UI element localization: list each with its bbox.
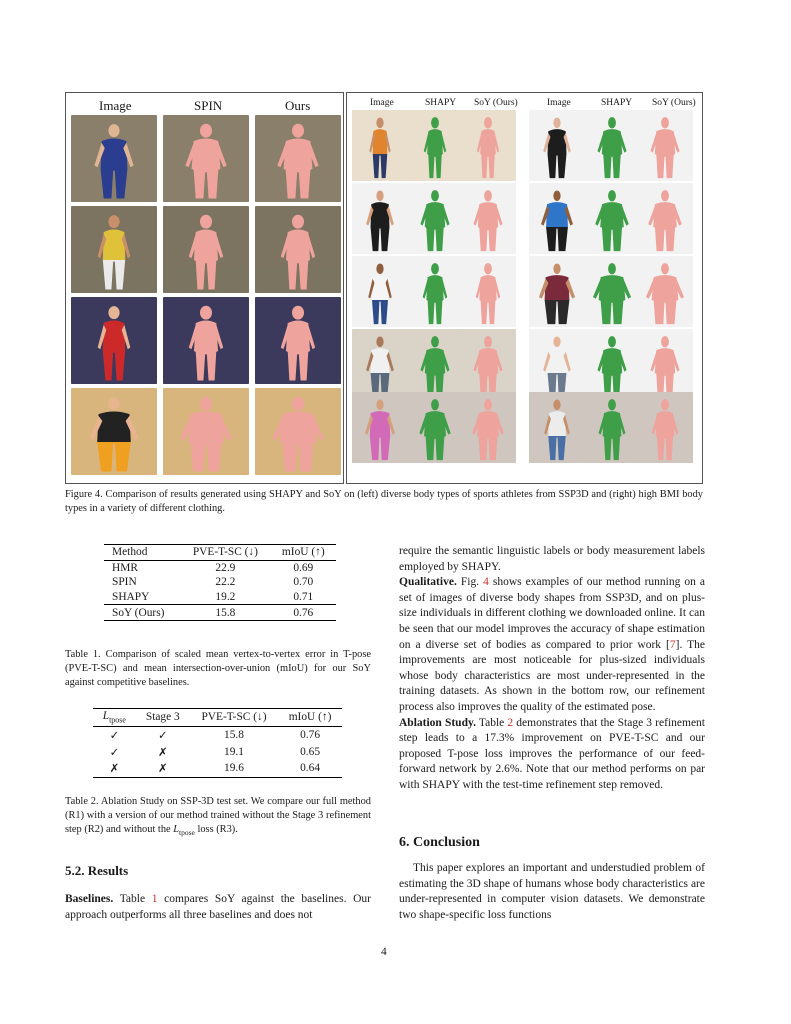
ltpose-subscript: tpose	[109, 715, 126, 725]
table-cell-stage3: ✗	[158, 763, 168, 776]
table-2	[93, 708, 342, 778]
table-row	[104, 605, 336, 621]
athlete-photo	[71, 206, 157, 293]
figure-right-panel	[346, 92, 703, 484]
table-1-header-method: Method	[112, 546, 148, 559]
ours-result-image	[255, 115, 341, 202]
table-cell-ltpose: ✓	[109, 730, 120, 743]
table-row	[93, 726, 342, 743]
table-cell-method: HMR	[112, 561, 138, 574]
ltpose-subscript: tpose	[179, 828, 195, 838]
shapy-result-image	[584, 392, 640, 463]
baselines-runin: Baselines.	[65, 893, 114, 905]
table-cell-method: SoY (Ours)	[112, 606, 165, 619]
figure-caption: Figure 4. Comparison of results generated using SHAPY and SoY on (left) diverse body types of sports athletes from SSP3D and (right) high BMI body types in a variety of different clothing.	[65, 489, 703, 514]
table-cell-pve: 22.9	[215, 561, 236, 574]
paragraph-continuation: require the semantic linguistic labels or body measurement labels employed by SHAPY.	[399, 545, 705, 573]
soy-result-image	[460, 256, 516, 327]
figure-header-soy-2: SoY (Ours)	[652, 98, 696, 108]
shapy-result-image	[584, 110, 640, 181]
soy-result-image	[637, 110, 693, 181]
plus-size-photo	[529, 110, 585, 181]
shapy-result-image	[407, 256, 463, 327]
shapy-result-image	[407, 329, 463, 400]
baselines-paragraph	[65, 892, 371, 923]
shapy-result-image	[584, 256, 640, 327]
plus-size-photo	[529, 183, 585, 254]
qualitative-runin: Qualitative.	[399, 576, 457, 589]
plus-size-photo	[529, 392, 585, 463]
paragraph-text: shows examples of our method running on a set of images of diverse body shapes from SSP3D, and on plus-size individuals in different clothing we downloaded online. It can be seen that our model improves the accuracy of shape estimation on a diverse set of bodies as compared to prior work [	[399, 576, 705, 651]
ablation-runin: Ablation Study.	[399, 716, 476, 729]
table-2-caption-text-end: loss (R3).	[194, 824, 238, 835]
right-column-text	[399, 544, 705, 794]
figure-ref-link[interactable]: 4	[483, 576, 489, 589]
plus-size-photo	[352, 256, 408, 327]
table-cell-method: SPIN	[112, 576, 137, 589]
ours-result-image	[255, 206, 341, 293]
table-cell-miou: 0.64	[300, 762, 321, 775]
figure-header-ours: Ours	[285, 98, 311, 113]
soy-result-image	[637, 392, 693, 463]
figure-header-spin: SPIN	[194, 98, 223, 113]
table-row	[93, 760, 342, 777]
figure-header-image: Image	[99, 98, 132, 113]
table-cell-pve: 19.1	[224, 745, 244, 758]
table-ref-link[interactable]: 2	[507, 716, 514, 729]
plus-size-photo	[352, 392, 408, 463]
plus-size-photo	[352, 329, 408, 400]
paragraph-text: Fig.	[456, 576, 484, 589]
paragraph-text: demonstrates that the Stage 3 refinement step leads to a 17.3% improvement on PVE-T-SC and our proposed T-pose loss improves the performance of our feed-forward network by 2.6%. Note that our method performs on par with SHAPY with the test-time refinement step removed.	[399, 716, 705, 791]
table-cell-miou: 0.71	[293, 591, 314, 604]
soy-result-image	[460, 329, 516, 400]
paragraph-text: compares SoY against the baselines. Our approach outperforms all three baselines and does not	[65, 893, 371, 921]
paragraph-text: Table	[113, 893, 152, 905]
figure-header-shapy-2: SHAPY	[601, 98, 633, 108]
table-ref-link[interactable]: 1	[151, 893, 158, 905]
table-cell-stage3: ✓	[158, 730, 168, 743]
spin-result-image	[163, 388, 249, 475]
soy-result-image	[637, 329, 693, 400]
soy-result-image	[637, 183, 693, 254]
paragraph-text: Table	[475, 716, 508, 729]
table-cell-miou: 0.76	[293, 606, 314, 619]
figure-left-panel	[65, 92, 344, 484]
table-2-caption	[65, 795, 371, 840]
table-1-header-miou: mIoU (↑)	[281, 546, 325, 559]
table-cell-ltpose: ✗	[109, 763, 120, 776]
figure-header-shapy-1: SHAPY	[425, 98, 457, 108]
shapy-result-image	[407, 183, 463, 254]
soy-result-image	[637, 256, 693, 327]
table-row	[104, 590, 336, 605]
conclusion-paragraph: This paper explores an important and understudied problem of estimating the 3D shape of humans whose body characteristics are under-represented in computer vision datasets. We demonstrate two shape-specific loss functions	[399, 862, 705, 921]
page-number: 4	[381, 946, 387, 958]
paragraph-text: ]. The improvements are most noticeable for plus-sized individuals whose body characteristics are most under-represented in the training datasets. As shown in the bottom row, our refinement process also improves the quality of the estimated pose.	[399, 638, 705, 713]
plus-size-photo	[529, 256, 585, 327]
figure-header-soy-1: SoY (Ours)	[474, 98, 518, 108]
table-2-caption-text: Table 2. Ablation Study on SSP-3D test set. We compare our full method (R1) with a version of our method trained without the Stage 3 refinement step (R2) and without the	[65, 796, 371, 835]
spin-result-image	[163, 206, 249, 293]
table-2-header-stage3: Stage 3	[145, 711, 180, 724]
plus-size-photo	[529, 329, 585, 400]
soy-result-image	[460, 183, 516, 254]
table-cell-miou: 0.69	[293, 561, 314, 574]
table-1	[104, 544, 336, 621]
shapy-result-image	[584, 329, 640, 400]
spin-result-image	[163, 297, 249, 384]
table-2-header-ltpose	[93, 709, 136, 727]
table-2-header-pve: PVE-T-SC (↓)	[201, 711, 267, 724]
table-cell-pve: 15.8	[224, 729, 244, 742]
table-2-header-miou: mIoU (↑)	[288, 711, 332, 724]
qualitative-paragraph	[399, 575, 705, 715]
table-cell-method: SHAPY	[112, 591, 150, 604]
spin-result-image	[163, 115, 249, 202]
plus-size-photo	[352, 110, 408, 181]
ours-result-image	[255, 297, 341, 384]
table-1-caption: Table 1. Comparison of scaled mean vertex-to-vertex error in T-pose (PVE-T-SC) and mean intersection-over-union (mIoU) for our SoY against competitive baselines.	[65, 649, 371, 688]
citation-link[interactable]: 7	[669, 638, 676, 651]
table-row	[104, 560, 336, 575]
table-cell-miou: 0.70	[293, 576, 314, 589]
figure-header-image-1: Image	[370, 98, 394, 108]
figure-header-image-2: Image	[547, 98, 571, 108]
table-cell-miou: 0.76	[300, 729, 321, 742]
athlete-photo	[71, 297, 157, 384]
table-row	[104, 575, 336, 590]
table-row	[93, 743, 342, 760]
section-heading-results: 5.2. Results	[65, 863, 129, 878]
table-cell-stage3: ✗	[158, 746, 168, 759]
ablation-paragraph	[399, 716, 705, 794]
plus-size-photo	[352, 183, 408, 254]
soy-result-image	[460, 392, 516, 463]
shapy-result-image	[584, 183, 640, 254]
athlete-photo	[71, 115, 157, 202]
table-cell-pve: 22.2	[215, 576, 236, 589]
shapy-result-image	[407, 392, 463, 463]
athlete-photo	[71, 388, 157, 475]
table-cell-pve: 19.6	[224, 762, 244, 775]
soy-result-image	[460, 110, 516, 181]
shapy-result-image	[407, 110, 463, 181]
table-cell-ltpose: ✓	[109, 746, 120, 759]
ltpose-symbol: L	[102, 710, 110, 723]
table-cell-miou: 0.65	[300, 745, 321, 758]
ltpose-symbol: L	[173, 824, 180, 835]
table-cell-pve: 15.8	[215, 606, 236, 619]
table-cell-pve: 19.2	[215, 591, 236, 604]
section-heading-conclusion: 6. Conclusion	[399, 835, 480, 850]
table-1-header-pve: PVE-T-SC (↓)	[192, 546, 258, 559]
ours-result-image	[255, 388, 341, 475]
